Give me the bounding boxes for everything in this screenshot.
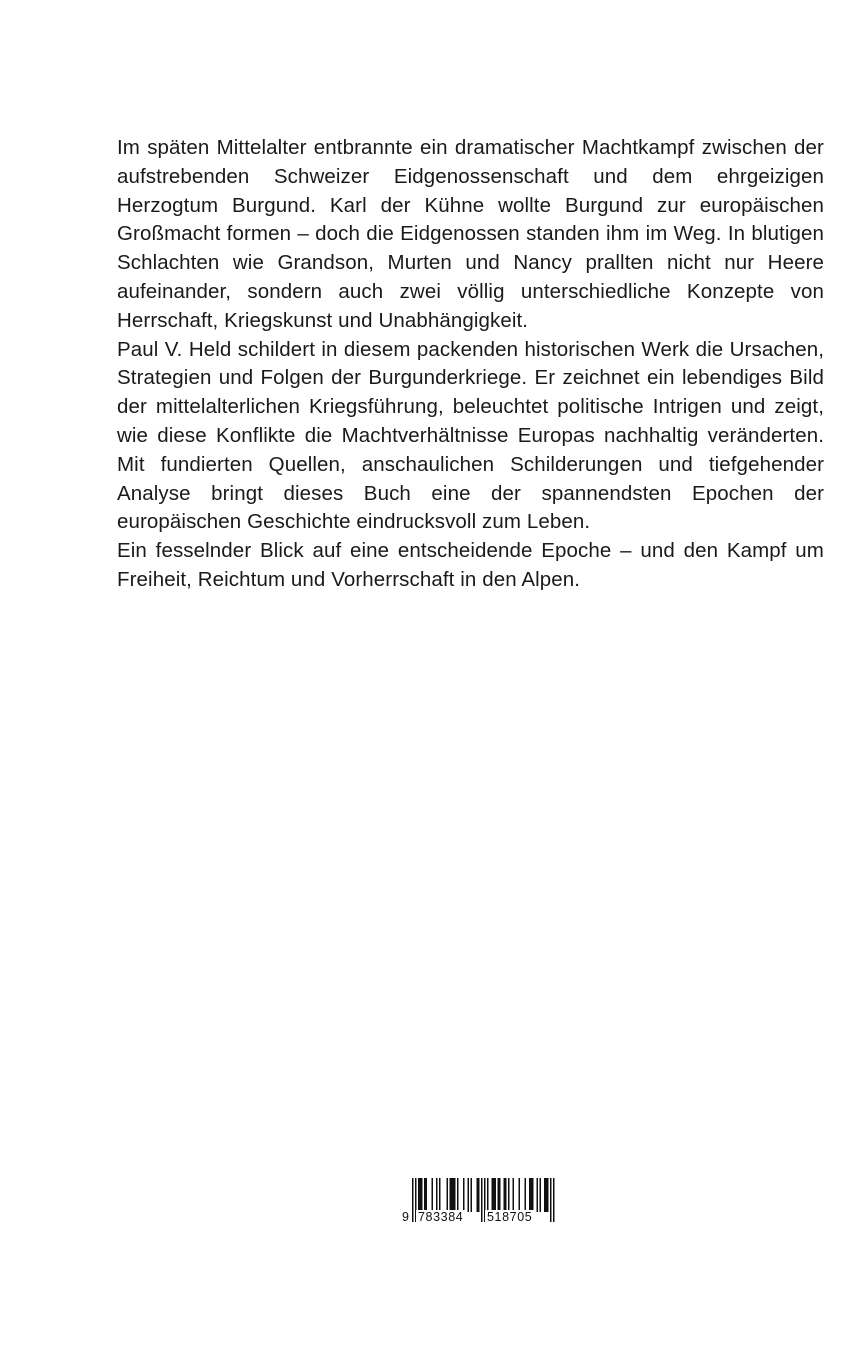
barcode-bar (432, 1178, 434, 1212)
barcode-bar (504, 1178, 506, 1212)
barcode-bar (471, 1178, 473, 1212)
blurb-paragraph-2: Paul V. Held schildert in diesem packenden historischen Werk die Ursachen, Strategien und Folgen der Burgunderkriege. Er zeichnet ein lebendiges Bild der mittelalterlichen Kriegsführung, beleuchtet politische Intrigen und zeigt, wie diese Konflikte die Machtverhältnisse Europas nachhaltig veränderten. Mit fundierten Quellen, anschaulichen Schilderungen und tiefgehender Analyse bringt dieses Buch eine der spannendsten Epochen der europäischen Geschichte eindrucksvoll zum Leben. (117, 337, 824, 534)
barcode-bar (418, 1178, 420, 1212)
barcode-bar (508, 1178, 510, 1212)
blurb-paragraph-3: Ein fesselnder Blick auf eine entscheidende Epoche – und den Kampf um Freiheit, Reichtum und Vorherrschaft in den Alpen. (117, 539, 824, 591)
barcode-bar (453, 1178, 455, 1212)
barcode-bar (420, 1178, 422, 1212)
back-cover-blurb (117, 134, 824, 595)
barcode-bar (505, 1178, 507, 1212)
barcode-bar (468, 1178, 470, 1212)
barcode-bar (525, 1178, 527, 1212)
barcode-bar (498, 1178, 500, 1212)
barcode-bar (492, 1178, 494, 1212)
barcode-bar (463, 1178, 465, 1212)
barcode-bar (544, 1178, 546, 1212)
barcode-bar (540, 1178, 542, 1212)
barcode-bar (457, 1178, 459, 1212)
barcode-bar (439, 1178, 441, 1212)
barcode-bar (454, 1178, 456, 1212)
barcode-bar (519, 1178, 521, 1212)
barcode-bar (478, 1178, 480, 1212)
barcode-bar (532, 1178, 534, 1212)
barcode-bar (424, 1178, 426, 1212)
barcode-bar (477, 1178, 479, 1212)
barcode-bar (451, 1178, 453, 1212)
barcode-bar (447, 1178, 449, 1212)
barcode-bar (547, 1178, 549, 1212)
barcode-bar (450, 1178, 452, 1212)
barcode-bar (513, 1178, 515, 1212)
barcode-bar (436, 1178, 438, 1212)
barcode-bar (529, 1178, 531, 1212)
barcode-bar (499, 1178, 501, 1212)
barcode-left-group: 783384 (418, 1210, 464, 1224)
barcode-bar (531, 1178, 533, 1212)
blurb-paragraph-1: Im späten Mittelalter entbrannte ein dramatischer Machtkampf zwischen der aufstrebenden Schweizer Eidgenossenschaft und dem ehrgeizigen Herzogtum Burgund. Karl der Kühne wollte Burgund zur europäischen Großmacht formen – doch die Eidgenossen standen ihm im Weg. In blutigen Schlachten wie Grandson, Murten und Nancy prallten nicht nur Heere aufeinander, sondern auch zwei völlig unterschiedliche Konzepte von Herrschaft, Kriegskunst und Unabhängigkeit. (117, 136, 824, 332)
barcode-digits (402, 1210, 558, 1226)
barcode-lead-digit: 9 (402, 1210, 409, 1224)
barcode-bar (537, 1178, 539, 1212)
barcode-bar (493, 1178, 495, 1212)
isbn-barcode (402, 1176, 558, 1224)
barcode-bar (487, 1178, 489, 1212)
barcode-bar (546, 1178, 548, 1212)
barcode-bar (426, 1178, 428, 1212)
barcode-bar (495, 1178, 497, 1212)
barcode-right-group: 518705 (487, 1210, 533, 1224)
barcode-bar (421, 1178, 423, 1212)
